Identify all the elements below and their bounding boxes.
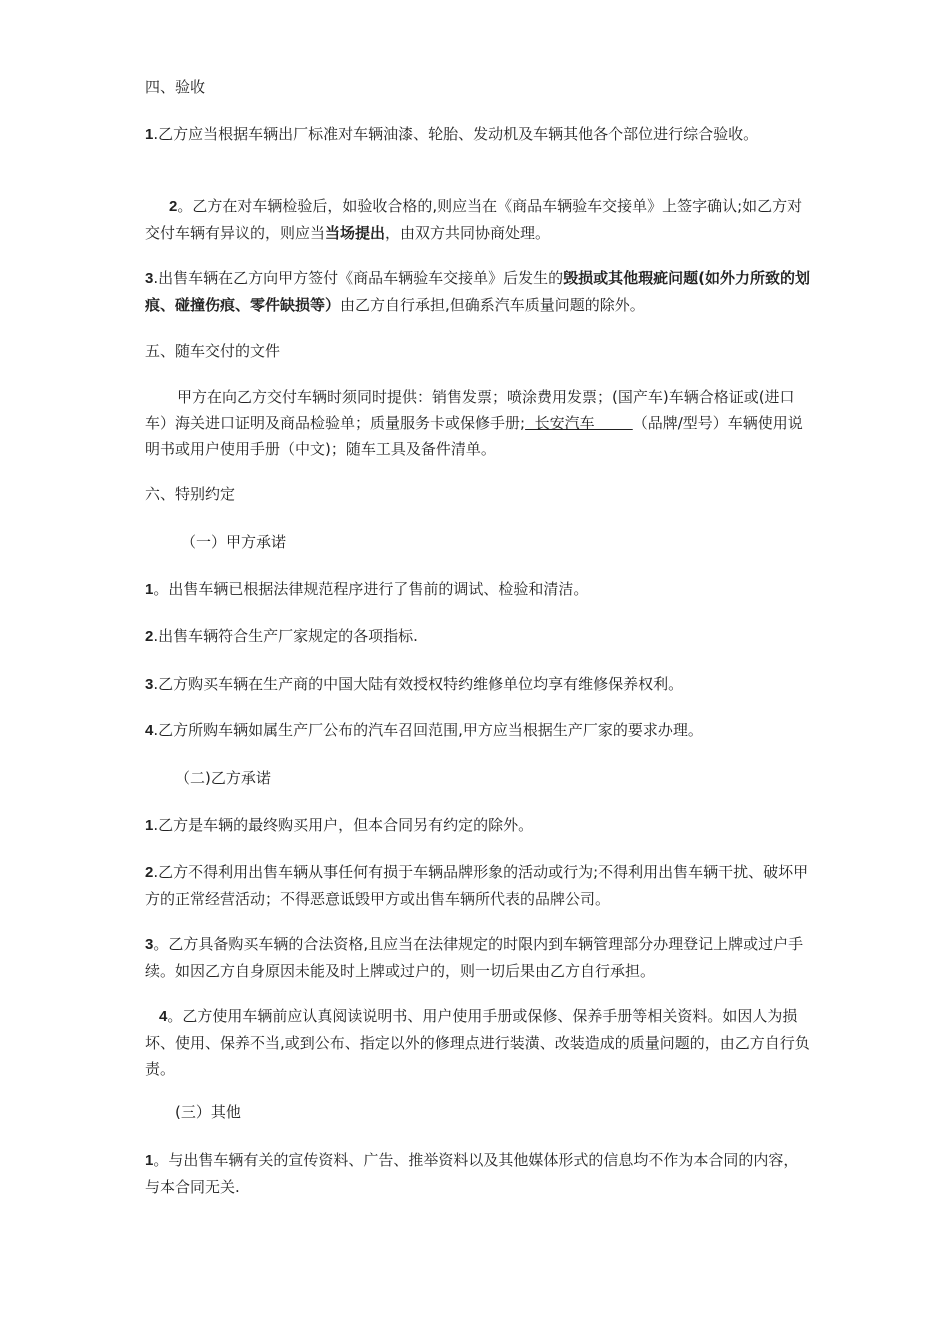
section-4-item-3 [145, 265, 810, 318]
section-6-title: 六、特别约定 [145, 485, 236, 503]
item-text: .乙方所购车辆如属生产厂公布的汽车召回范围,甲方应当根据生产厂家的要求办理。 [153, 721, 703, 739]
item-text: 由乙方自行承担,但确系汽车质量问题的除外。 [340, 296, 645, 314]
item-text: .出售车辆在乙方向甲方签付《商品车辆验车交接单》后发生的 [153, 269, 564, 287]
item-bold-text: 毁损或其他瑕疵问题(如外力所致的划痕、碰撞伤痕、零件缺损等） [145, 269, 810, 314]
subsection-party-a: （一）甲方承诺 [181, 533, 287, 551]
item-number: 2 [169, 198, 178, 215]
section-4-item-1 [145, 121, 810, 148]
item-text: 。乙方具备购买车辆的合法资格,且应当在法律规定的时限内到车辆管理部分办理登记上牌或过户手续。如因乙方自身原因未能及时上牌或过户的，则一切后果由乙方自行承担。 [145, 935, 804, 980]
item-text: .乙方购买车辆在生产商的中国大陆有效授权特约维修单位均享有维修保养权利。 [153, 675, 684, 693]
party-b-item-1 [145, 812, 810, 839]
party-b-item-3 [145, 931, 810, 984]
item-number: 1 [145, 1152, 154, 1169]
party-b-item-4 [145, 1003, 810, 1082]
brand-fill-in: 长安汽车 [525, 414, 633, 432]
item-bold-text: 当场提出 [325, 224, 386, 242]
item-text: .乙方应当根据车辆出厂标准对车辆油漆、轮胎、发动机及车辆其他各个部位进行综合验收。 [153, 125, 759, 143]
item-number: 3 [145, 676, 154, 693]
section-5-paragraph [145, 384, 810, 462]
section-4-item-2 [145, 193, 810, 246]
paragraph-text: 甲方在向乙方交付车辆时须同时提供：销售发票；喷涂费用发票；(国产车)车辆合格证或(进口车）海关进口证明及商品检验单；质量服务卡或保修手册; [145, 388, 795, 432]
item-number: 2 [145, 864, 154, 881]
subsection-party-b: （二)乙方承诺 [175, 769, 271, 787]
item-number: 4 [159, 1008, 168, 1025]
item-text: 。乙方使用车辆前应认真阅读说明书、用户使用手册或保修、保养手册等相关资料。如因人为损坏、使用、保养不当,或到公布、指定以外的修理点进行装潢、改装造成的质量问题的，由乙方自行负责。 [145, 1007, 810, 1078]
item-number: 2 [145, 628, 154, 645]
section-4-title: 四、验收 [145, 78, 206, 96]
section-5-title: 五、随车交付的文件 [145, 342, 281, 360]
paragraph-text: （品牌/型号）车辆使用说明书或用户使用手册（中文)；随车工具及备件清单。 [145, 414, 803, 458]
item-number: 1 [145, 581, 154, 598]
item-number: 3 [145, 270, 154, 287]
other-item-1 [145, 1147, 810, 1200]
subsection-other: (三）其他 [175, 1103, 241, 1121]
item-text: 。出售车辆已根据法律规范程序进行了售前的调试、检验和清洁。 [153, 580, 589, 598]
party-a-item-1 [145, 576, 810, 603]
party-a-item-2 [145, 623, 810, 650]
party-a-item-4 [145, 717, 810, 744]
item-text: 。乙方在对车辆检验后，如验收合格的,则应当在《商品车辆验车交接单》上签字确认;如乙方对交付车辆有异议的，则应当 [145, 197, 803, 242]
party-a-item-3 [145, 671, 810, 698]
item-text: 。与出售车辆有关的宣传资料、广告、推举资料以及其他媒体形式的信息均不作为本合同的内容，与本合同无关. [145, 1151, 799, 1196]
item-number: 1 [145, 817, 154, 834]
item-text: .乙方不得利用出售车辆从事任何有损于车辆品牌形象的活动或行为;不得利用出售车辆干扰、破坏甲方的正常经营活动；不得恶意诋毁甲方或出售车辆所代表的品牌公司。 [145, 863, 809, 908]
item-number: 1 [145, 126, 154, 143]
item-text: .出售车辆符合生产厂家规定的各项指标. [153, 627, 418, 645]
item-text: ，由双方共同协商处理。 [385, 224, 551, 242]
item-text: .乙方是车辆的最终购买用户，但本合同另有约定的除外。 [153, 816, 534, 834]
item-number: 4 [145, 722, 154, 739]
party-b-item-2 [145, 859, 810, 912]
item-number: 3 [145, 936, 154, 953]
